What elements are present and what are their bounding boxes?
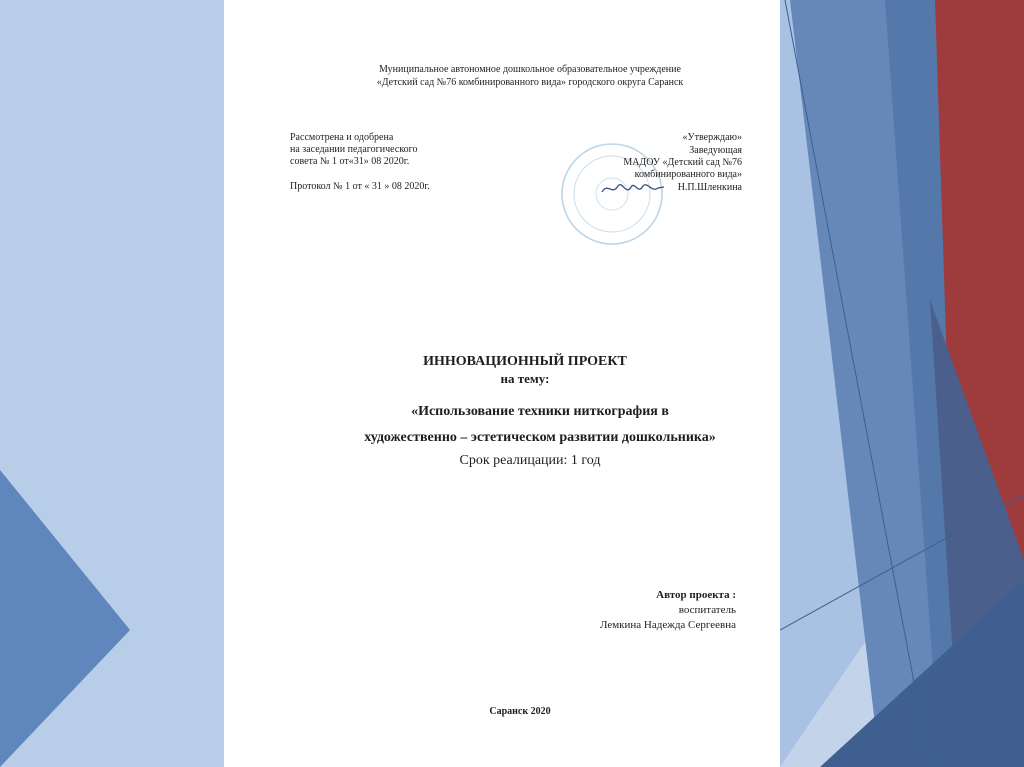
org-line-2: «Детский сад №76 комбинированного вида» городского округа Саранск (376, 77, 684, 88)
bottom-left-triangle (0, 470, 130, 767)
approver-name: Н.П.Шленкина (677, 182, 742, 193)
approve-line-4: комбинированного вида» (634, 169, 742, 180)
approval-line-2: на заседании педагогического (290, 144, 418, 155)
author-name: Лемкина Надежда Сергеевна (599, 619, 736, 631)
footer-city-year: Саранск 2020 (489, 706, 551, 717)
protocol-line: Протокол № 1 от « 31 » 08 2020г. (290, 181, 430, 192)
author-role: воспитатель (678, 604, 736, 616)
approve-line-2: Заведующая (689, 145, 742, 156)
topic-line-1: «Использование техники ниткография в (411, 404, 669, 419)
approval-line-3: совета № 1 от«31» 08 2020г. (290, 156, 410, 167)
document-title: ИННОВАЦИОННЫЙ ПРОЕКТ (423, 354, 627, 369)
document-subtitle: на тему: (500, 371, 550, 386)
author-heading: Автор проекта : (656, 589, 736, 601)
approve-line-3: МАДОУ «Детский сад №76 (623, 157, 742, 168)
org-line-1: Муниципальное автономное дошкольное образовательное учреждение (379, 64, 681, 75)
project-term: Срок реалицации: 1 год (459, 453, 601, 468)
approval-line-1: Рассмотрена и одобрена (290, 132, 394, 143)
approve-line-1: «Утверждаю» (682, 132, 742, 143)
topic-line-2: художественно – эстетическом развитии дошкольника» (364, 430, 716, 445)
